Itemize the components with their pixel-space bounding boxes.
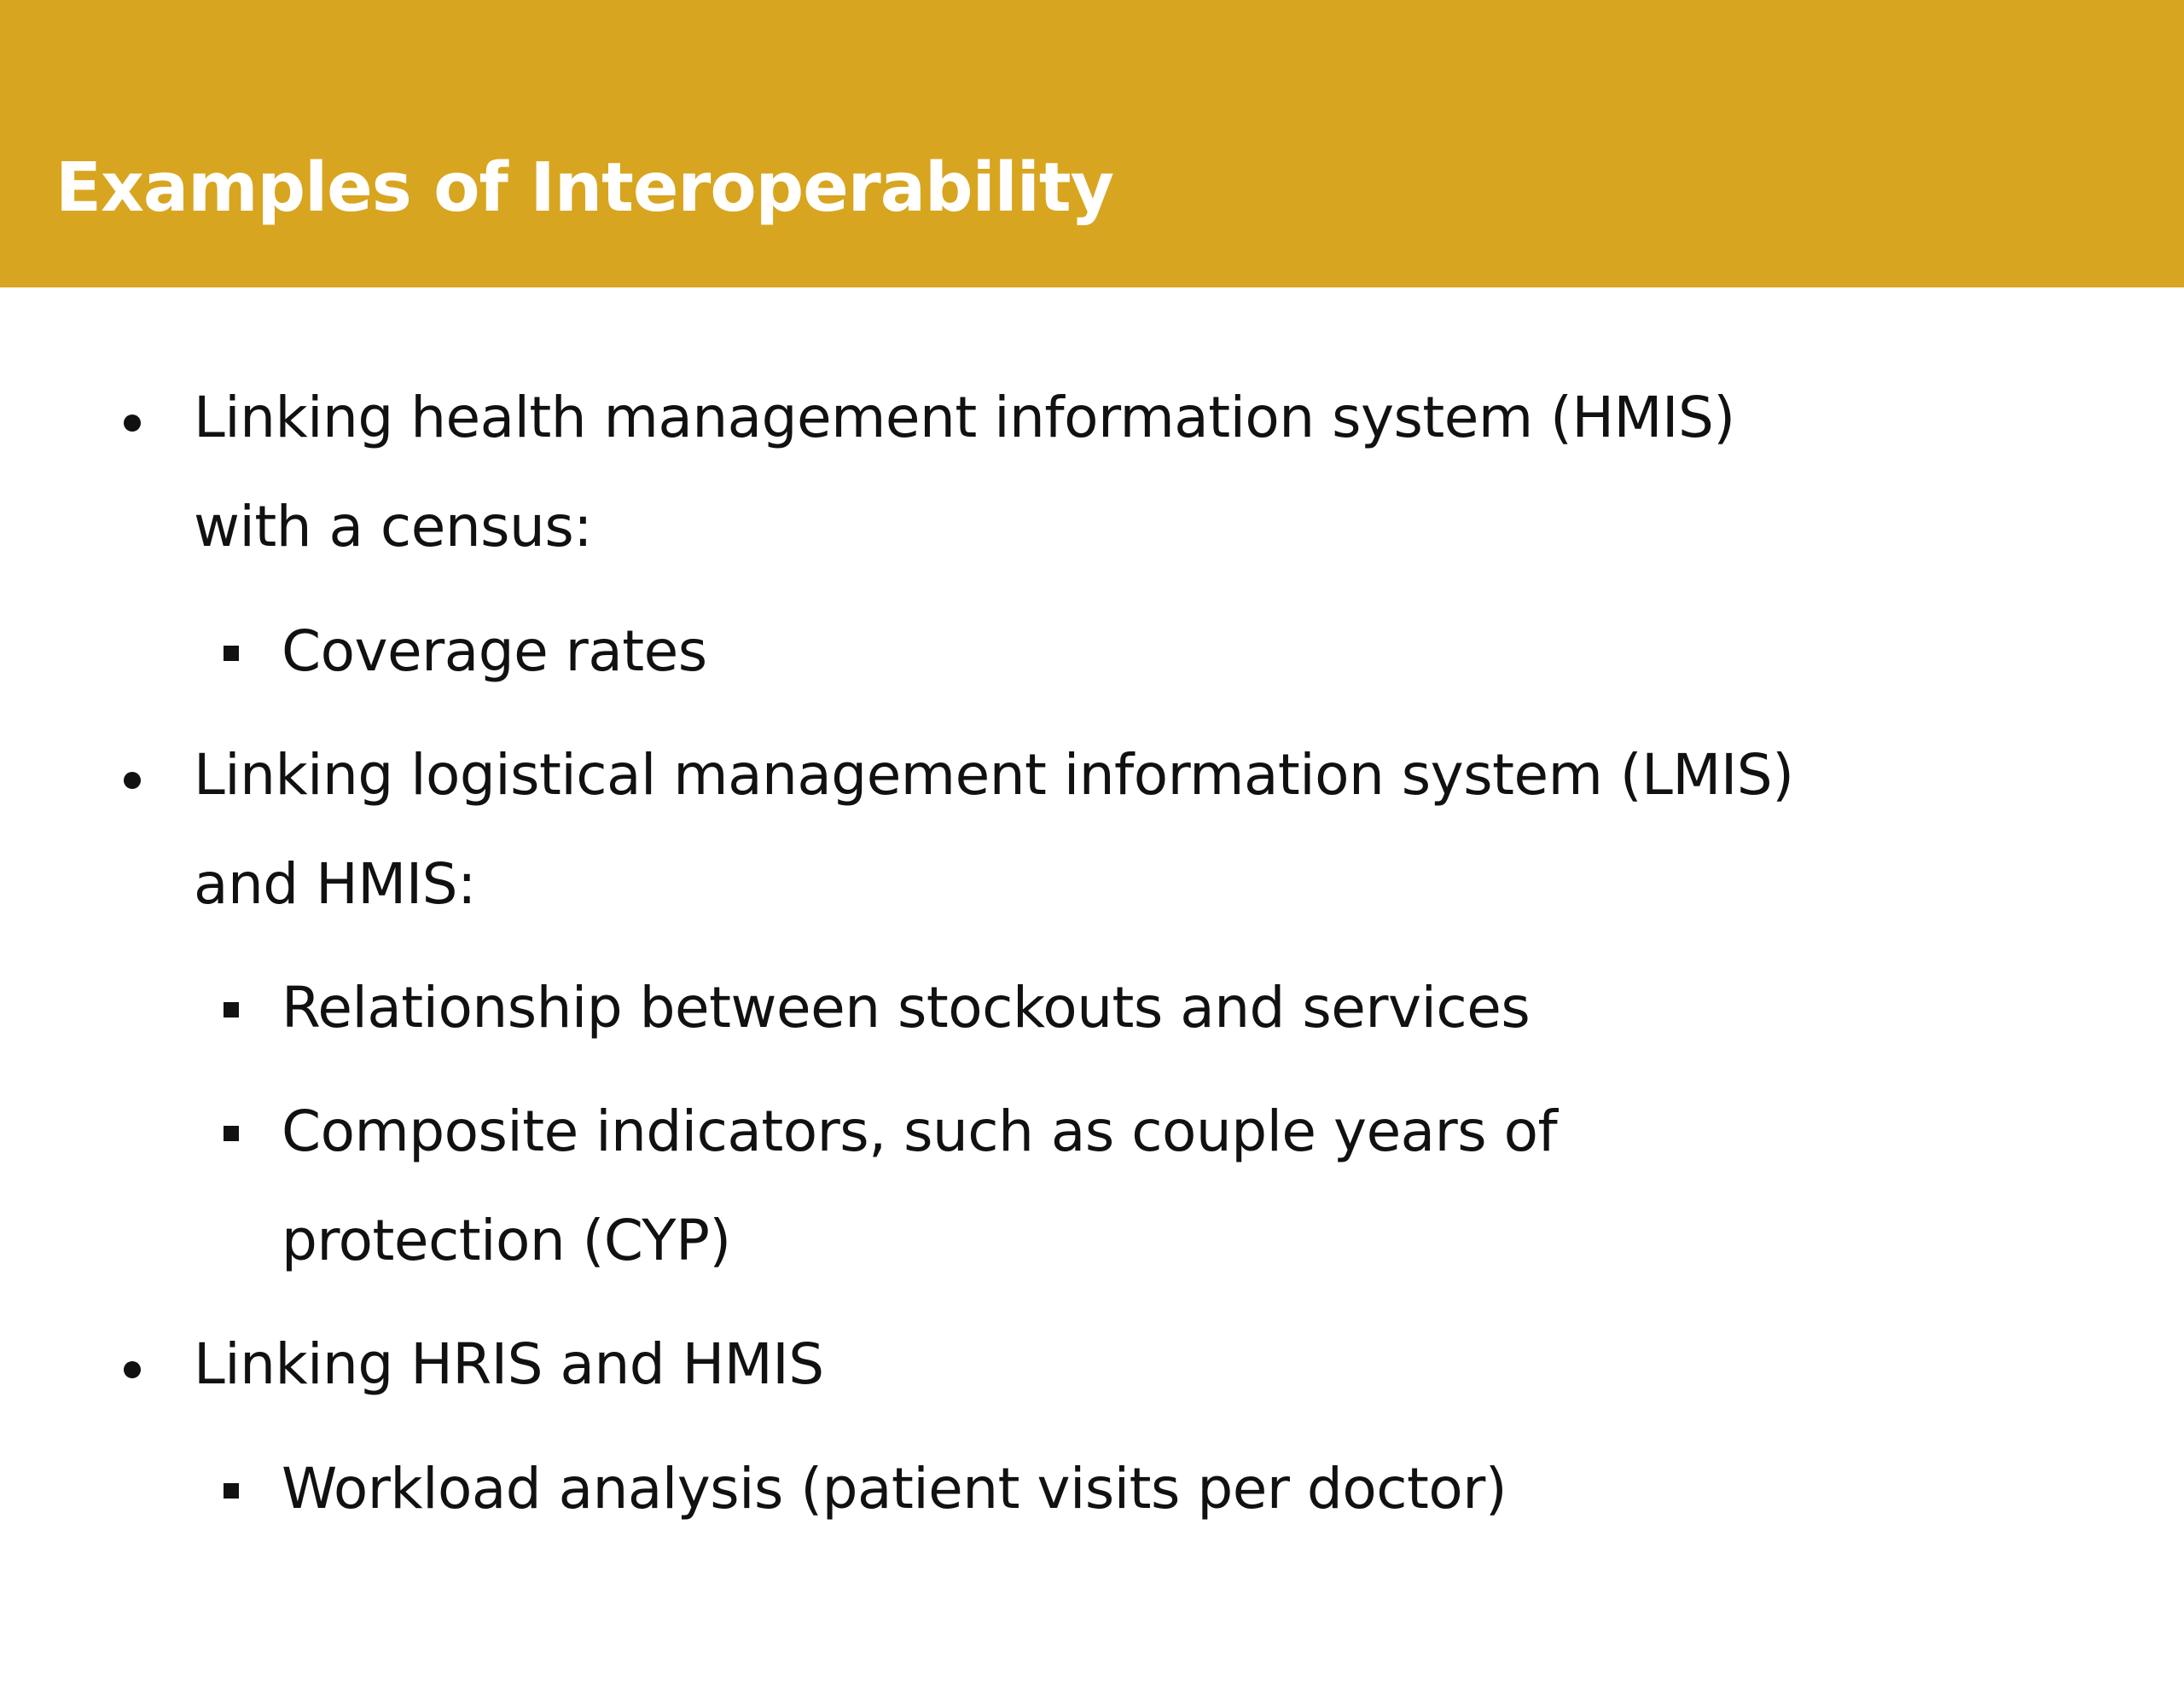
list-item xyxy=(194,1310,824,1419)
round-bullet-icon xyxy=(124,772,141,789)
square-bullet-icon xyxy=(224,646,239,661)
list-item xyxy=(194,721,1793,939)
square-bullet-icon xyxy=(224,1483,239,1499)
list-item-line: Linking HRIS and HMIS xyxy=(194,1331,824,1397)
list-item xyxy=(194,363,1735,582)
round-bullet-icon xyxy=(124,1361,141,1378)
square-bullet-icon xyxy=(224,1002,239,1017)
list-item xyxy=(282,954,1530,1063)
list-item-line: Relationship between stockouts and services xyxy=(282,975,1531,1041)
list-item-line: Composite indicators, such as couple years of xyxy=(282,1099,1558,1164)
list-item-line: Workload analysis (patient visits per doctor) xyxy=(282,1456,1507,1522)
list-item-line: protection (CYP) xyxy=(282,1208,731,1273)
list-item-line: with a census: xyxy=(194,494,592,559)
square-bullet-icon xyxy=(224,1126,239,1141)
list-item xyxy=(282,597,707,706)
round-bullet-icon xyxy=(124,415,141,432)
list-item-line: and HMIS: xyxy=(194,851,476,917)
slide-title: Examples of Interoperability xyxy=(55,148,1114,227)
list-item xyxy=(282,1435,1507,1544)
list-item-line: Linking health management information system (HMIS) xyxy=(194,385,1735,450)
list-item xyxy=(282,1077,1557,1296)
list-item-line: Coverage rates xyxy=(282,618,707,684)
list-item-line: Linking logistical management information system (LMIS) xyxy=(194,742,1794,808)
